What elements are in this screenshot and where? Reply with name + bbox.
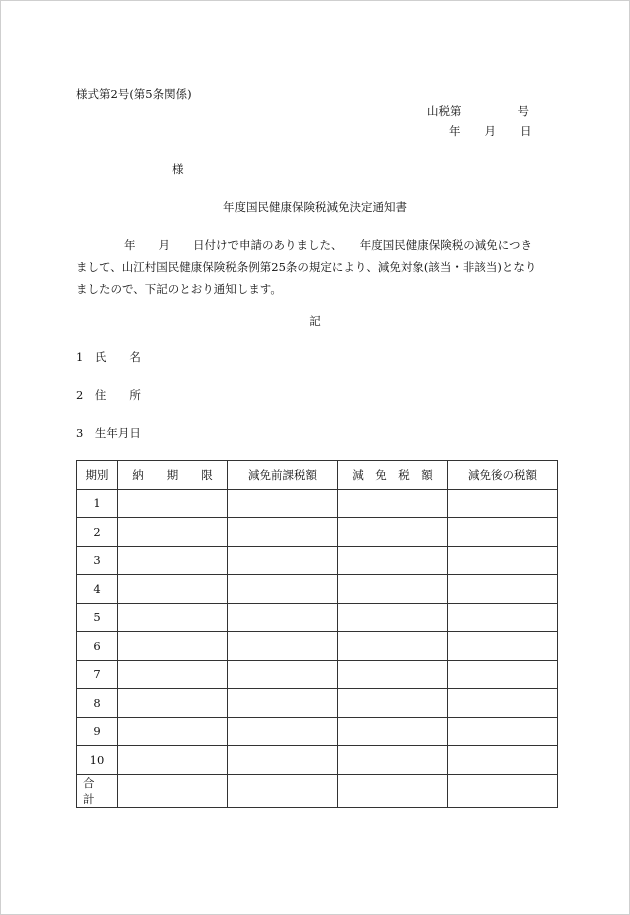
period-cell: 4 — [77, 575, 118, 604]
reduction-cell — [338, 746, 448, 775]
before-cell — [228, 660, 338, 689]
table-row — [77, 660, 558, 689]
before-cell — [228, 489, 338, 518]
issue-date — [449, 123, 532, 139]
due-date-cell — [118, 660, 228, 689]
due-date-cell — [118, 546, 228, 575]
period-cell: 2 — [77, 518, 118, 547]
table-row — [77, 489, 558, 518]
due-date-cell — [118, 518, 228, 547]
before-cell — [228, 689, 338, 718]
body-text — [76, 234, 558, 300]
after-cell — [448, 774, 558, 807]
table-row — [77, 632, 558, 661]
after-cell — [448, 546, 558, 575]
body-line-2: まして、山江村国民健康保険税条例第25条の規定により、減免対象(該当・非該当)となり — [76, 260, 537, 274]
addressee: 様 — [172, 162, 184, 176]
due-date-cell — [118, 774, 228, 807]
reduction-cell — [338, 689, 448, 718]
period-cell: 7 — [77, 660, 118, 689]
after-cell — [448, 575, 558, 604]
before-cell — [228, 746, 338, 775]
table-row — [77, 546, 558, 575]
due-date-cell — [118, 689, 228, 718]
issue-number-prefix: 山税第 — [427, 104, 462, 118]
issue-date-year: 年 — [449, 124, 461, 138]
period-cell: 9 — [77, 717, 118, 746]
after-cell — [448, 489, 558, 518]
tax-table — [76, 460, 558, 808]
body-line-3: ましたので、下記のとおり通知します。 — [76, 282, 282, 296]
reduction-cell — [338, 518, 448, 547]
header-after-reduction: 減免後の税額 — [448, 461, 558, 490]
table-row — [77, 717, 558, 746]
due-date-cell — [118, 717, 228, 746]
table-row — [77, 518, 558, 547]
due-date-cell — [118, 575, 228, 604]
form-label: 様式第2号(第5条関係) — [76, 87, 192, 101]
after-cell — [448, 603, 558, 632]
table-total-row — [77, 774, 558, 807]
after-cell — [448, 632, 558, 661]
period-cell: 6 — [77, 632, 118, 661]
period-cell: 5 — [77, 603, 118, 632]
reduction-cell — [338, 660, 448, 689]
reduction-cell — [338, 717, 448, 746]
issue-number — [427, 103, 529, 119]
reduction-cell — [338, 489, 448, 518]
table-row — [77, 689, 558, 718]
due-date-cell — [118, 746, 228, 775]
issue-date-day: 日 — [520, 124, 532, 138]
before-cell — [228, 774, 338, 807]
table-header-row — [77, 461, 558, 490]
item-birth: 3 生年月日 — [76, 426, 141, 440]
table-row — [77, 575, 558, 604]
due-date-cell — [118, 603, 228, 632]
reduction-cell — [338, 774, 448, 807]
header-due-date: 納 期 限 — [118, 461, 228, 490]
due-date-cell — [118, 632, 228, 661]
ki-heading: 記 — [309, 314, 321, 328]
due-date-cell — [118, 489, 228, 518]
after-cell — [448, 717, 558, 746]
document-title: 年度国民健康保険税減免決定通知書 — [223, 200, 407, 214]
item-name: 1 氏 名 — [76, 350, 141, 364]
before-cell — [228, 632, 338, 661]
header-period: 期別 — [77, 461, 118, 490]
before-cell — [228, 575, 338, 604]
period-cell: 8 — [77, 689, 118, 718]
after-cell — [448, 660, 558, 689]
after-cell — [448, 746, 558, 775]
before-cell — [228, 603, 338, 632]
total-label: 合 計 — [77, 774, 118, 807]
period-cell: 10 — [77, 746, 118, 775]
reduction-cell — [338, 632, 448, 661]
issue-date-month: 月 — [484, 124, 496, 138]
table-row — [77, 603, 558, 632]
header-reduction-amount: 減 免 税 額 — [338, 461, 448, 490]
header-before-reduction: 減免前課税額 — [228, 461, 338, 490]
reduction-cell — [338, 575, 448, 604]
before-cell — [228, 518, 338, 547]
period-cell: 1 — [77, 489, 118, 518]
reduction-cell — [338, 546, 448, 575]
reduction-cell — [338, 603, 448, 632]
before-cell — [228, 717, 338, 746]
after-cell — [448, 689, 558, 718]
body-line-1: 年 月 日付けで申請のありました、 年度国民健康保険税の減免につき — [124, 238, 533, 252]
issue-number-suffix: 号 — [517, 104, 529, 118]
after-cell — [448, 518, 558, 547]
period-cell: 3 — [77, 546, 118, 575]
table-row — [77, 746, 558, 775]
item-address: 2 住 所 — [76, 388, 141, 402]
before-cell — [228, 546, 338, 575]
